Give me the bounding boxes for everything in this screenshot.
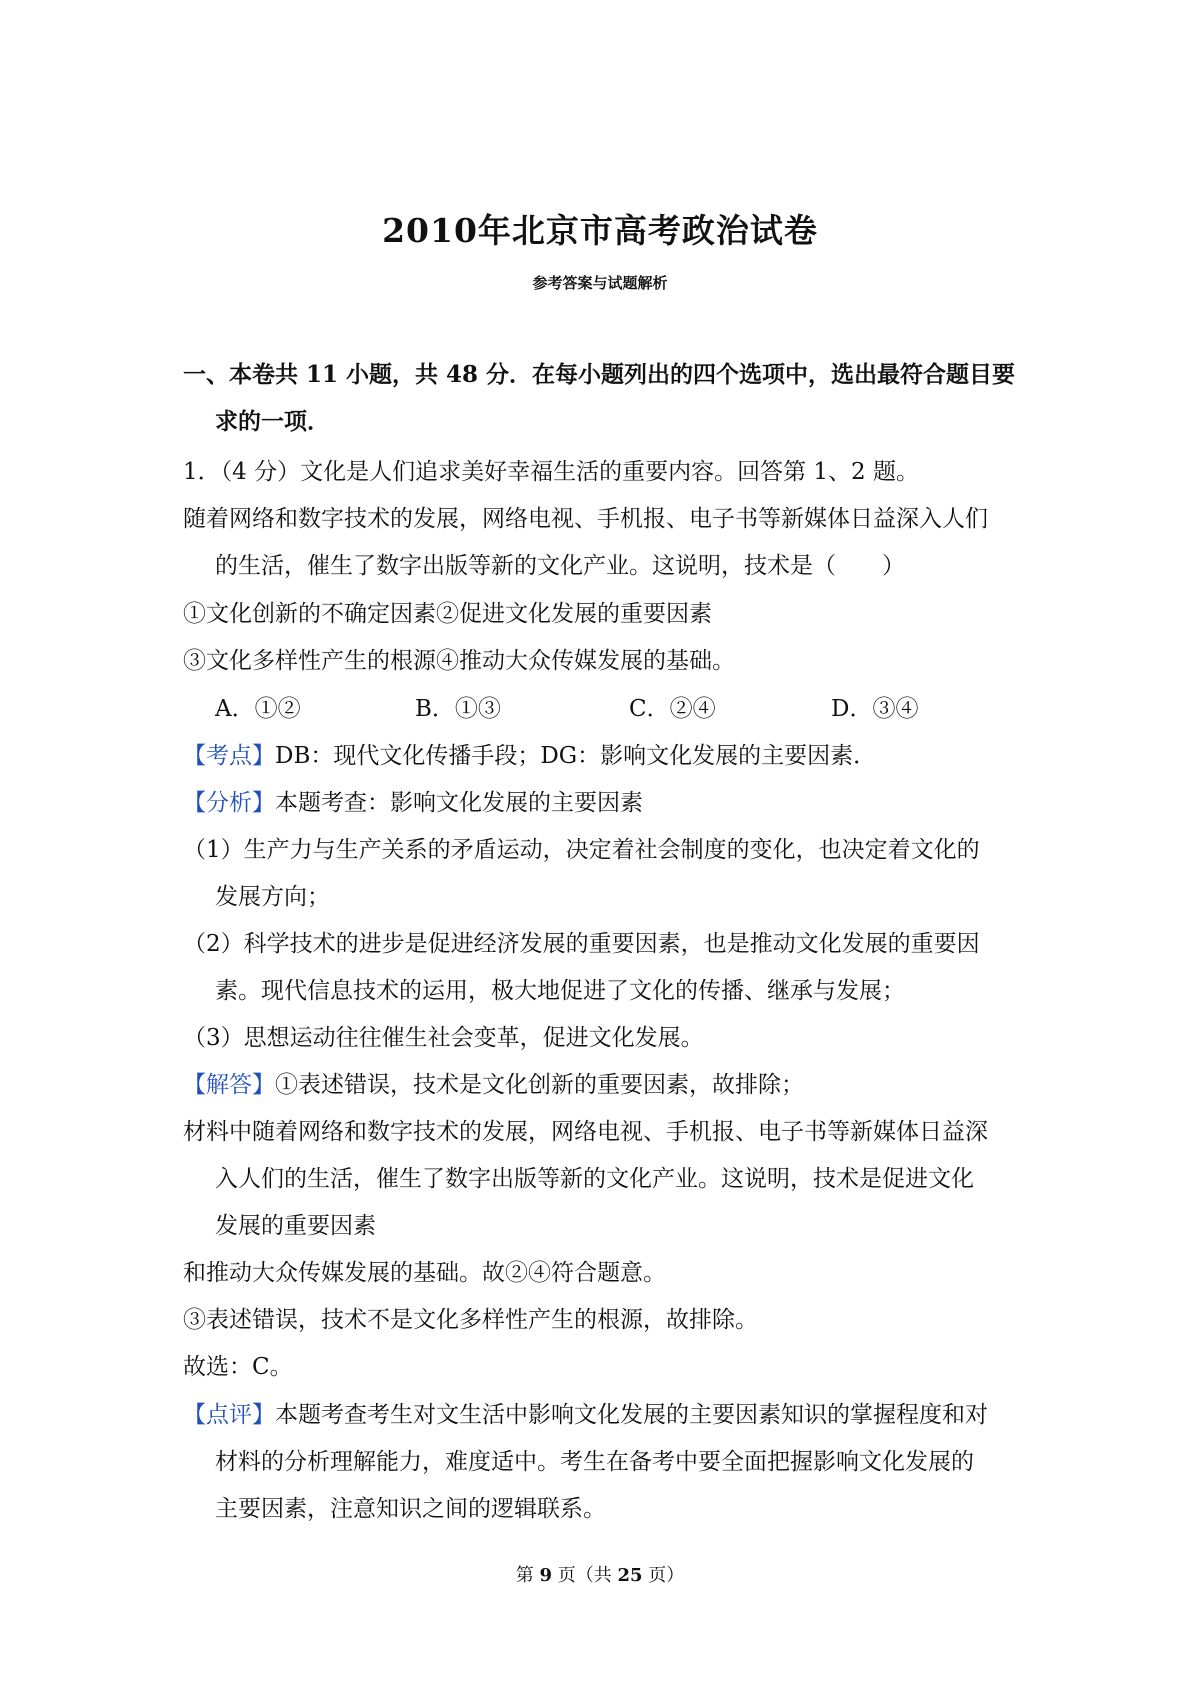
- jieda-line4: 发展的重要因素: [215, 1213, 376, 1239]
- kaodian-line: [183, 741, 876, 771]
- section-heading-line1: 一、本卷共 11 小题，共 48 分．在每小题列出的四个选项中，选出最符合题目要: [183, 361, 1016, 388]
- dianping-line3: 主要因素，注意知识之间的逻辑联系。: [215, 1496, 606, 1522]
- dianping-line2: 材料的分析理解能力，难度适中。考生在备考中要全面把握影响文化发展的: [215, 1449, 974, 1475]
- fenxi-tag: 【分析】: [183, 790, 275, 816]
- jieda-tag: 【解答】: [183, 1072, 275, 1098]
- footer-prefix: 第: [515, 1565, 534, 1586]
- page-footer: [0, 1561, 1200, 1587]
- dianping-tag: 【点评】: [183, 1402, 275, 1428]
- fenxi-point2-line1: （2）科学技术的进步是促进经济发展的重要因素，也是推动文化发展的重要因: [183, 931, 980, 957]
- footer-suffix: 页）: [648, 1565, 685, 1586]
- option-c: C．②④: [629, 696, 716, 722]
- footer-middle: 页（共: [557, 1565, 612, 1586]
- question-stem-line3: 的生活，催生了数字出版等新的文化产业。这说明，技术是（ ）: [215, 553, 905, 579]
- dianping-line: [183, 1400, 988, 1430]
- jieda-line: [183, 1070, 804, 1100]
- fenxi-point3: （3）思想运动往往催生社会变革，促进文化发展。: [183, 1025, 704, 1051]
- question-stem-line1: 1．（4 分）文化是人们追求美好幸福生活的重要内容。回答第 1、2 题。: [183, 459, 919, 485]
- jieda-line2: 材料中随着网络和数字技术的发展，网络电视、手机报、电子书等新媒体日益深: [183, 1119, 988, 1145]
- option-b: B．①③: [415, 696, 501, 722]
- question-item-line1: ①文化创新的不确定因素②促进文化发展的重要因素: [183, 601, 712, 627]
- jieda-line5: 和推动大众传媒发展的基础。故②④符合题意。: [183, 1260, 666, 1286]
- question-item-line2: ③文化多样性产生的根源④推动大众传媒发展的基础。: [183, 648, 735, 674]
- page-title: 2010年北京市高考政治试卷: [382, 211, 818, 250]
- option-a: A．①②: [215, 696, 301, 722]
- footer-page-number: 9: [539, 1565, 552, 1586]
- fenxi-text: 本题考查：影响文化发展的主要因素: [275, 790, 643, 816]
- jieda-text: ①表述错误，技术是文化创新的重要因素，故排除；: [275, 1072, 804, 1098]
- section-heading-line2: 求的一项．: [215, 408, 330, 435]
- footer-total-pages: 25: [617, 1565, 643, 1586]
- kaodian-text: DB：现代文化传播手段；DG：影响文化发展的主要因素．: [275, 743, 877, 769]
- fenxi-point1-line2: 发展方向；: [215, 884, 330, 910]
- jieda-answer: 故选：C。: [183, 1354, 293, 1380]
- option-d: D．③④: [831, 696, 919, 722]
- question-stem-line2: 随着网络和数字技术的发展，网络电视、手机报、电子书等新媒体日益深入人们: [183, 506, 988, 532]
- fenxi-line: [183, 788, 643, 818]
- kaodian-tag: 【考点】: [183, 743, 275, 769]
- fenxi-point1-line1: （1）生产力与生产关系的矛盾运动，决定着社会制度的变化，也决定着文化的: [183, 837, 980, 863]
- page-subtitle: 参考答案与试题解析: [532, 274, 668, 292]
- jieda-line6: ③表述错误，技术不是文化多样性产生的根源，故排除。: [183, 1307, 758, 1333]
- jieda-line3: 入人们的生活，催生了数字出版等新的文化产业。这说明，技术是促进文化: [215, 1166, 974, 1192]
- fenxi-point2-line2: 素。现代信息技术的运用，极大地促进了文化的传播、继承与发展；: [215, 978, 905, 1004]
- dianping-text: 本题考查考生对文生活中影响文化发展的主要因素知识的掌握程度和对: [275, 1402, 988, 1428]
